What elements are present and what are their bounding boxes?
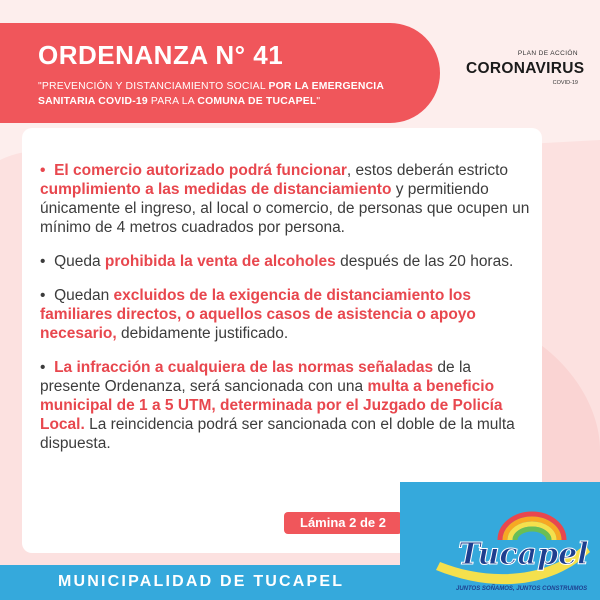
logo-sub-text: COVID-19 bbox=[552, 80, 578, 86]
bullet-icon: • bbox=[40, 162, 46, 179]
bullet-icon: • bbox=[40, 359, 46, 376]
tucapel-logo-name: Tucapel bbox=[458, 537, 589, 572]
list-item: • Queda prohibida la venta de alcoholes después de las 20 horas. bbox=[40, 253, 514, 270]
logo-plan-text: PLAN DE ACCIÓN bbox=[517, 50, 578, 57]
list-item: • El comercio autorizado podrá funcionar, estos deberán estricto cumplimiento a las medidas de distanciamiento y permitiendo únicamente el ingreso, al local o comercio, de personas que ocupen un mínimo de 4 metros cuadrados por persona. bbox=[40, 162, 530, 236]
tucapel-logo bbox=[400, 482, 600, 600]
list-item: • La infracción a cualquiera de las normas señaladas de la presente Ordenanza, será sancionada con una multa a beneficio municipal de 1 a 5 UTM, determinada por el Juzgado de Policía Local. La reincidencia podrá ser sancionada con el doble de la multa dispuesta. bbox=[40, 359, 515, 452]
bullet-icon: • bbox=[40, 253, 46, 270]
ordinance-items bbox=[40, 161, 530, 468]
page-subtitle: "PREVENCIÓN Y DISTANCIAMIENTO SOCIAL POR LA EMERGENCIA SANITARIA COVID-19 PARA LA COMUNA DE TUCAPEL" bbox=[38, 81, 384, 107]
coronavirus-plan-logo bbox=[466, 50, 585, 90]
list-item: • Quedan excluidos de la exigencia de distanciamiento los familiares directos, o aquellos casos de asistencia o apoyo necesario, debidamente justificado. bbox=[40, 287, 476, 342]
bullet-icon: • bbox=[40, 287, 46, 304]
page-indicator-badge: Lámina 2 de 2 bbox=[284, 512, 402, 534]
tucapel-logo-tagline: JUNTOS SOÑAMOS, JUNTOS CONSTRUIMOS bbox=[456, 586, 588, 592]
page-title: ORDENANZA N° 41 bbox=[38, 40, 284, 70]
logo-main-text: CORONAVIRUS bbox=[466, 60, 585, 77]
footer-municipality: MUNICIPALIDAD DE TUCAPEL bbox=[58, 573, 345, 590]
